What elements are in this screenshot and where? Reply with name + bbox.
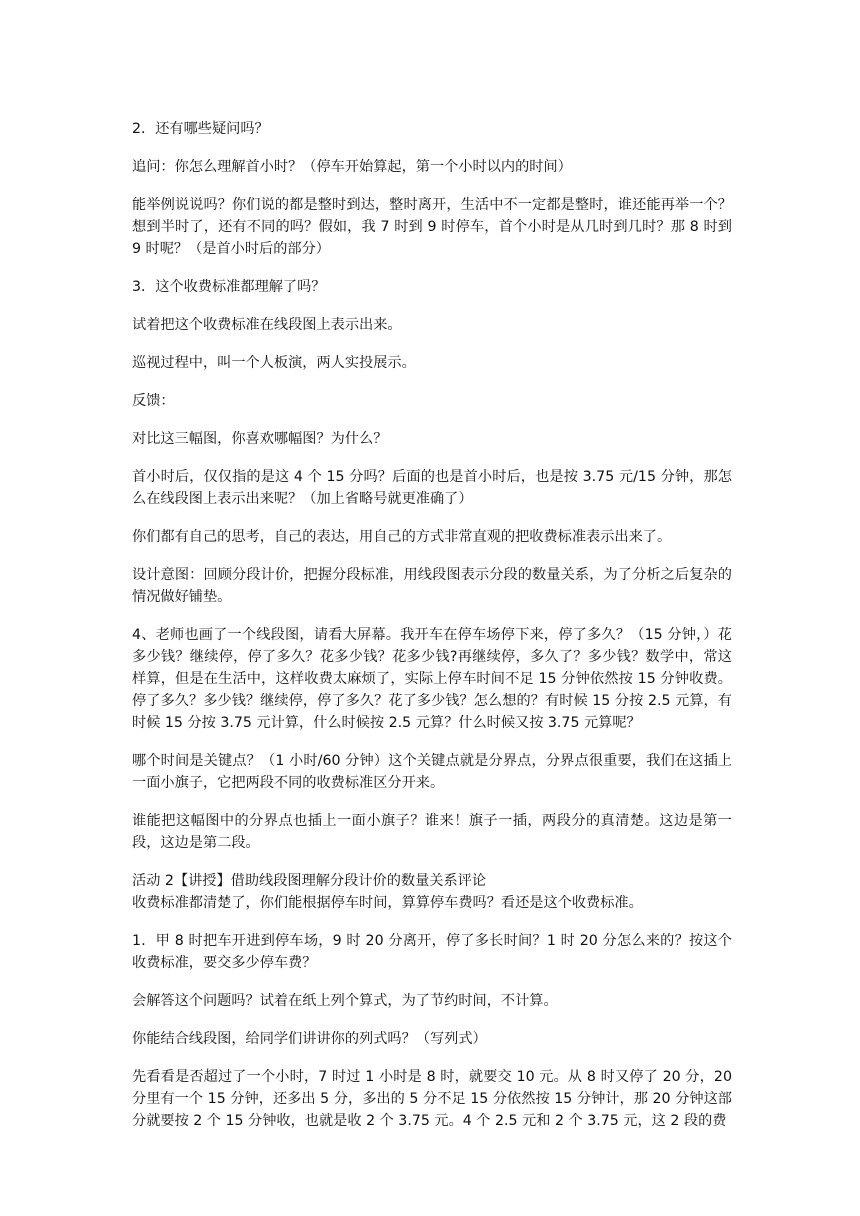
- paragraph-try-line-diagram: 试着把这个收费标准在线段图上表示出来。: [132, 317, 402, 333]
- paragraph-answer-question: 会解答这个问题吗？试着在纸上列个算式，为了节约时间，不计算。: [132, 993, 558, 1009]
- paragraph-problem-1: 1．甲 8 时把车开进到停车场，9 时 20 分离开，停了多长时间？1 时 20 分怎么来的？按这个收费标准，要交多少停车费？: [132, 933, 732, 971]
- paragraph-feedback: 反馈：: [132, 393, 175, 409]
- paragraph-key-point: 哪个时间是关键点？（1 小时/60 分钟）这个关键点就是分界点，分界点很重要，我们在这插上一面小旗子，它把两段不同的收费标准区分开来。: [132, 753, 732, 791]
- document-body: [132, 118, 732, 1132]
- paragraph-question-3: 3．这个收费标准都理解了吗？: [132, 279, 326, 295]
- paragraph-question-2: 2．还有哪些疑问吗？: [132, 121, 269, 137]
- paragraph-compare-diagrams: 对比这三幅图，你喜欢哪幅图？为什么？: [132, 431, 388, 447]
- paragraph-follow-up: 追问：你怎么理解首小时？（停车开始算起，第一个小时以内的时间）: [132, 159, 572, 175]
- paragraph-calculation-explanation: 先看看是否超过了一个小时，7 时过 1 小时是 8 时，就要交 10 元。从 8 时又停了 20 分，20 分里有一个 15 分钟，还多出 5 分，多出的 5 分不足 15 分依然按 15 分钟计，那 20 分钟这部分就要按 2 个 15 分钟收，也就是收 2 个 3.75 元。4 个 2.5 元和 2 个 3.75 元，这 2 段的费: [132, 1069, 732, 1129]
- paragraph-explain-formula: 你能结合线段图，给同学们讲讲你的列式吗？（写列式）: [132, 1031, 487, 1047]
- paragraph-own-thinking: 你们都有自己的思考，自己的表达，用自己的方式非常直观的把收费标准表示出来了。: [132, 529, 672, 545]
- paragraph-examples: 能举例说说吗？你们说的都是整时到达，整时离开，生活中不一定都是整时，谁还能再举一个？想到半时了，还有不同的吗？假如，我 7 时到 9 时停车，首个小时是从几时到几时？那 8 时到 9 时呢？（是首小时后的部分）: [132, 197, 732, 257]
- paragraph-design-intent: 设计意图：回顾分段计价，把握分段标准，用线段图表示分段的数量关系，为了分析之后复杂的情况做好铺垫。: [132, 567, 732, 605]
- paragraph-activity-2-heading: 活动 2【讲授】借助线段图理解分段计价的数量关系评论: [132, 873, 487, 889]
- paragraph-flag-boundary: 谁能把这幅图中的分界点也插上一面小旗子？谁来！旗子一插，两段分的真清楚。这边是第一段，这边是第二段。: [132, 813, 732, 851]
- paragraph-fee-standard: 收费标准都清楚了，你们能根据停车时间，算算停车费吗？看还是这个收费标准。: [132, 895, 643, 911]
- paragraph-circulate: 巡视过程中，叫一个人板演，两人实投展示。: [132, 355, 416, 371]
- paragraph-after-first-hour: 首小时后，仅仅指的是这 4 个 15 分吗？后面的也是首小时后，也是按 3.75 元/15 分钟，那怎么在线段图上表示出来呢？（加上省略号就更准确了）: [132, 469, 732, 507]
- paragraph-teacher-diagram: 4、老师也画了一个线段图，请看大屏幕。我开车在停车场停下来，停了多久？（15 分钟，）花多少钱？继续停，停了多久？花多少钱？花多少钱?再继续停，多久了？多少钱？数学中，常这样算，但是在生活中，这样收费太麻烦了，实际上停车时间不足 15 分钟依然按 15 分钟收费。停了多久？多少钱？继续停，停了多久？花了多少钱？怎么想的？有时候 15 分按 2.5 元算，有时候 15 分按 3.75 元计算，什么时候按 2.5 元算？什么时候又按 3.75 元算呢？: [132, 627, 732, 731]
